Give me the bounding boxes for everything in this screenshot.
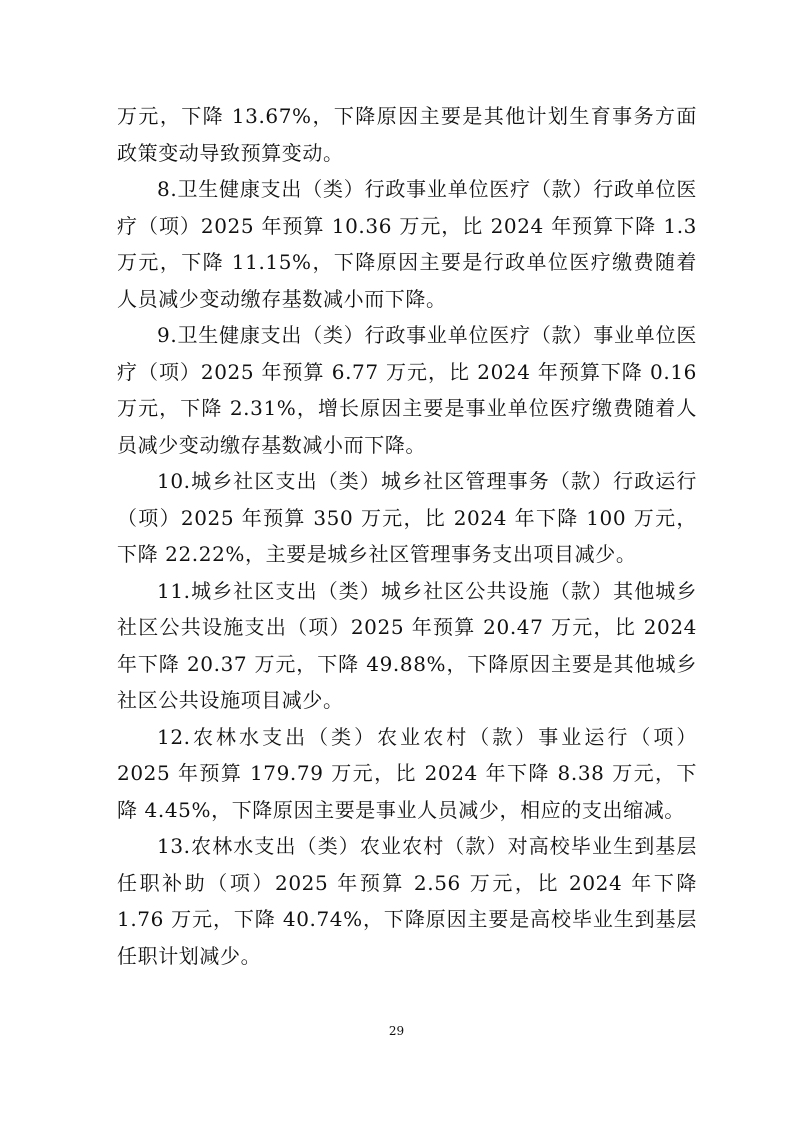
page-number: 29 [388, 1024, 405, 1038]
paragraph-continued: 万元，下降 13.67%，下降原因主要是其他计划生育事务方面政策变动导致预算变动。 [117, 104, 697, 165]
document-body [117, 98, 697, 974]
paragraph-item-8: 8.卫生健康支出（类）行政事业单位医疗（款）行政单位医疗（项）2025 年预算 10.36 万元，比 2024 年预算下降 1.3 万元，下降 11.15%，下降原因主要是行政单位医疗缴费随着人员减少变动缴存基数减小而下降。 [117, 177, 697, 311]
paragraph-item-11: 11.城乡社区支出（类）城乡社区公共设施（款）其他城乡社区公共设施支出（项）2025 年预算 20.47 万元，比 2024 年下降 20.37 万元，下降 49.88%，下降原因主要是其他城乡社区公共设施项目减少。 [117, 578, 697, 712]
paragraph-item-13: 13.农林水支出（类）农业农村（款）对高校毕业生到基层任职补助（项）2025 年预算 2.56 万元，比 2024 年下降 1.76 万元，下降 40.74%，下降原因主要是高校毕业生到基层任职计划减少。 [117, 834, 697, 968]
paragraph-item-12: 12.农林水支出（类）农业农村（款）事业运行（项）2025 年预算 179.79 万元，比 2024 年下降 8.38 万元，下降 4.45%，下降原因主要是事业人员减少，相应的支出缩减。 [117, 724, 697, 822]
paragraph-item-10: 10.城乡社区支出（类）城乡社区管理事务（款）行政运行（项）2025 年预算 350 万元，比 2024 年下降 100 万元，下降 22.22%，主要是城乡社区管理事务支出项目减少。 [117, 469, 697, 566]
paragraph-item-9: 9.卫生健康支出（类）行政事业单位医疗（款）事业单位医疗（项）2025 年预算 6.77 万元，比 2024 年预算下降 0.16 万元，下降 2.31%，增长原因主要是事业单位医疗缴费随着人员减少变动缴存基数减小而下降。 [117, 323, 697, 457]
